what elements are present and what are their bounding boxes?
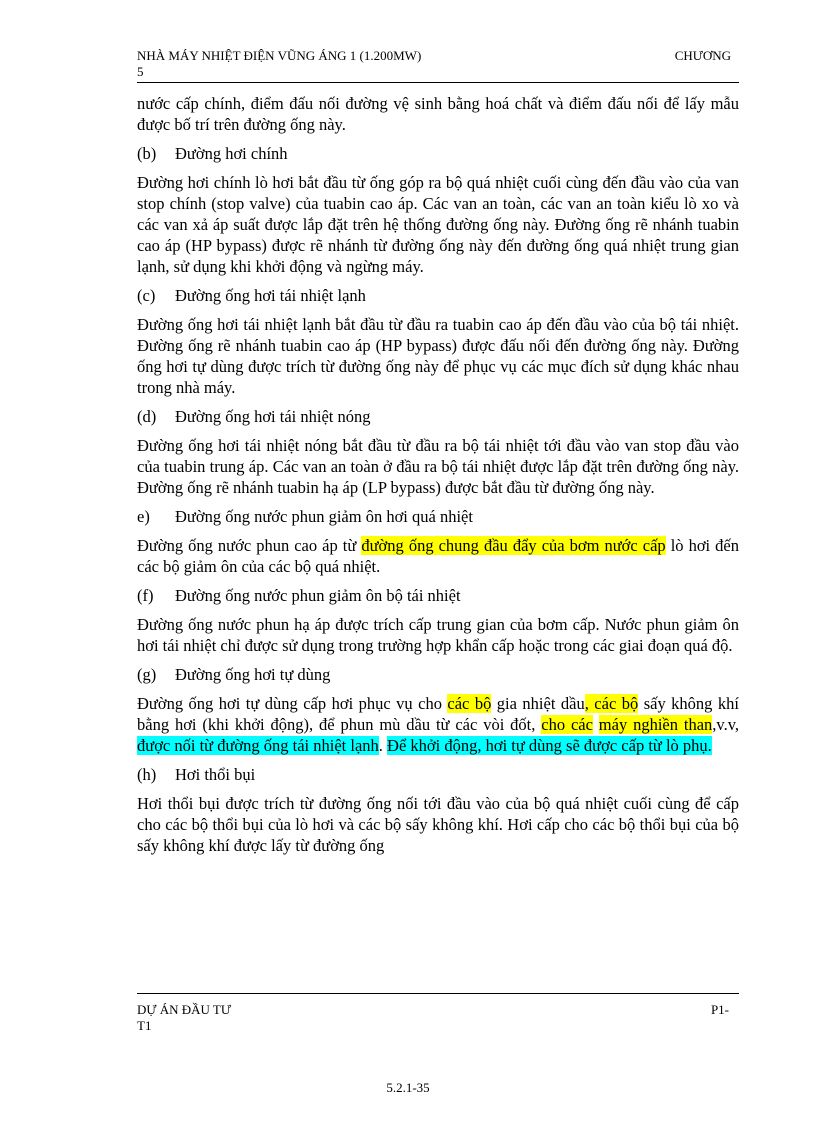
text-run: . (378, 736, 388, 755)
highlighted-text-cyan: được nối từ đường ống tái nhiệt lạnh (137, 736, 379, 755)
section-label: (h) (137, 765, 157, 784)
section-heading-g (137, 664, 739, 685)
footer-project: DỰ ÁN ĐẦU TƯ (137, 1002, 231, 1017)
text-run: sấy không khí bằng hơi (khi khởi động), để phun mù dầu từ các vòi đốt, (137, 694, 739, 734)
section-heading-b (137, 143, 739, 164)
highlighted-text: , các bộ (584, 694, 639, 713)
section-heading-d (137, 406, 739, 427)
header-chapter-number: 5 (137, 64, 144, 79)
header-title: NHÀ MÁY NHIỆT ĐIỆN VŨNG ÁNG 1 (1.200MW) (137, 48, 422, 63)
section-title: Đường hơi chính (175, 144, 288, 163)
header-chapter: CHƯƠNG (674, 48, 731, 63)
highlighted-text: đường ống chung đầu đẩy của bơm nước cấp (361, 536, 666, 555)
text-run: gia nhiệt dầu (491, 694, 585, 713)
footer-part: P1- (710, 1002, 729, 1017)
paragraph-c: Đường ống hơi tái nhiệt lạnh bắt đầu từ đầu ra tuabin cao áp đến đầu vào của bộ tái nhiệt. Đường ống rẽ nhánh tuabin cao áp (HP bypass) được đấu nối đến đường ống này. Đường ống hơi tự dùng được trích từ đường ống này để phục vụ các mục đích sử dụng khác nhau trong nhà máy. (137, 315, 739, 397)
section-heading-e (137, 506, 739, 527)
footer-part-cont: T1 (137, 1018, 152, 1033)
section-heading-f (137, 585, 739, 606)
paragraph-h: Hơi thổi bụi được trích từ đường ống nối tới đầu vào của bộ quá nhiệt cuối cùng để cấp cho các bộ thổi bụi của lò hơi và các bộ sấy không khí. Hơi cấp cho các bộ thổi bụi của bộ sấy không khí được lấy từ đường ống (137, 794, 739, 855)
text-run: ,v.v, (712, 715, 739, 734)
page-number: 5.2.1-35 (386, 1080, 430, 1095)
section-title: Đường ống hơi tự dùng (175, 665, 331, 684)
highlighted-text: các bộ (447, 694, 492, 713)
section-label: (c) (137, 286, 156, 305)
highlighted-text: máy nghiền than (598, 715, 713, 734)
paragraph-d: Đường ống hơi tái nhiệt nóng bắt đầu từ đầu ra bộ tái nhiệt tới đầu vào van stop đầu vào của tuabin trung áp. Các van an toàn ở đầu ra bộ tái nhiệt được lắp đặt trên đường ống này. Đường ống rẽ nhánh tuabin hạ áp (LP bypass) được bắt đầu từ đường ống này. (137, 436, 739, 497)
text-run: Đường ống hơi tự dùng cấp hơi phục vụ cho (137, 694, 448, 713)
section-heading-h (137, 764, 739, 785)
section-label: e) (137, 507, 150, 526)
paragraph-e (137, 535, 739, 577)
section-label: (f) (137, 586, 154, 605)
section-heading-c (137, 285, 739, 306)
section-title: Đường ống nước phun giảm ôn bộ tái nhiệt (175, 586, 461, 605)
paragraph-b: Đường hơi chính lò hơi bắt đầu từ ống góp ra bộ quá nhiệt cuối cùng đến đầu vào của van stop chính (stop valve) của tuabin cao áp. Các van an toàn, các van an toàn kiểu lò xo và các van xả áp suất được lắp đặt trên hệ thống đường ống này. Đường ống rẽ nhánh tuabin cao áp (HP bypass) được rẽ nhánh từ đường ống này đến đường ống quá nhiệt trung gian lạnh, sử dụng khi khởi động và ngừng máy. (137, 173, 739, 276)
section-title: Đường ống hơi tái nhiệt lạnh (175, 286, 366, 305)
section-title: Đường ống hơi tái nhiệt nóng (175, 407, 371, 426)
body-text (137, 93, 739, 864)
section-label: (d) (137, 407, 157, 426)
section-label: (b) (137, 144, 157, 163)
highlighted-text-cyan: Để khởi động, hơi tự dùng sẽ được cấp từ lò phụ. (387, 736, 712, 755)
section-title: Đường ống nước phun giảm ôn hơi quá nhiệt (175, 507, 473, 526)
text-run: Đường ống nước phun cao áp từ (137, 536, 362, 555)
text-run (593, 715, 599, 734)
section-label: (g) (137, 665, 157, 684)
highlighted-text: cho các (541, 715, 593, 734)
section-title: Hơi thổi bụi (175, 765, 256, 784)
paragraph-g (137, 693, 739, 756)
text-run: lò hơi đến các bộ giảm ôn của các bộ quá nhiệt. (137, 536, 740, 576)
paragraph-intro: nước cấp chính, điểm đấu nối đường vệ sinh bằng hoá chất và điểm đấu nối để lấy mẫu được bố trí trên đường ống này. (137, 94, 739, 134)
paragraph-f: Đường ống nước phun hạ áp được trích cấp trung gian của bơm cấp. Nước phun giảm ôn hơi tái nhiệt chỉ được sử dụng trong trường hợp khẩn cấp hoặc trong các giai đoạn quá độ. (137, 615, 739, 655)
page-header (137, 48, 739, 83)
page-footer (137, 993, 739, 1033)
